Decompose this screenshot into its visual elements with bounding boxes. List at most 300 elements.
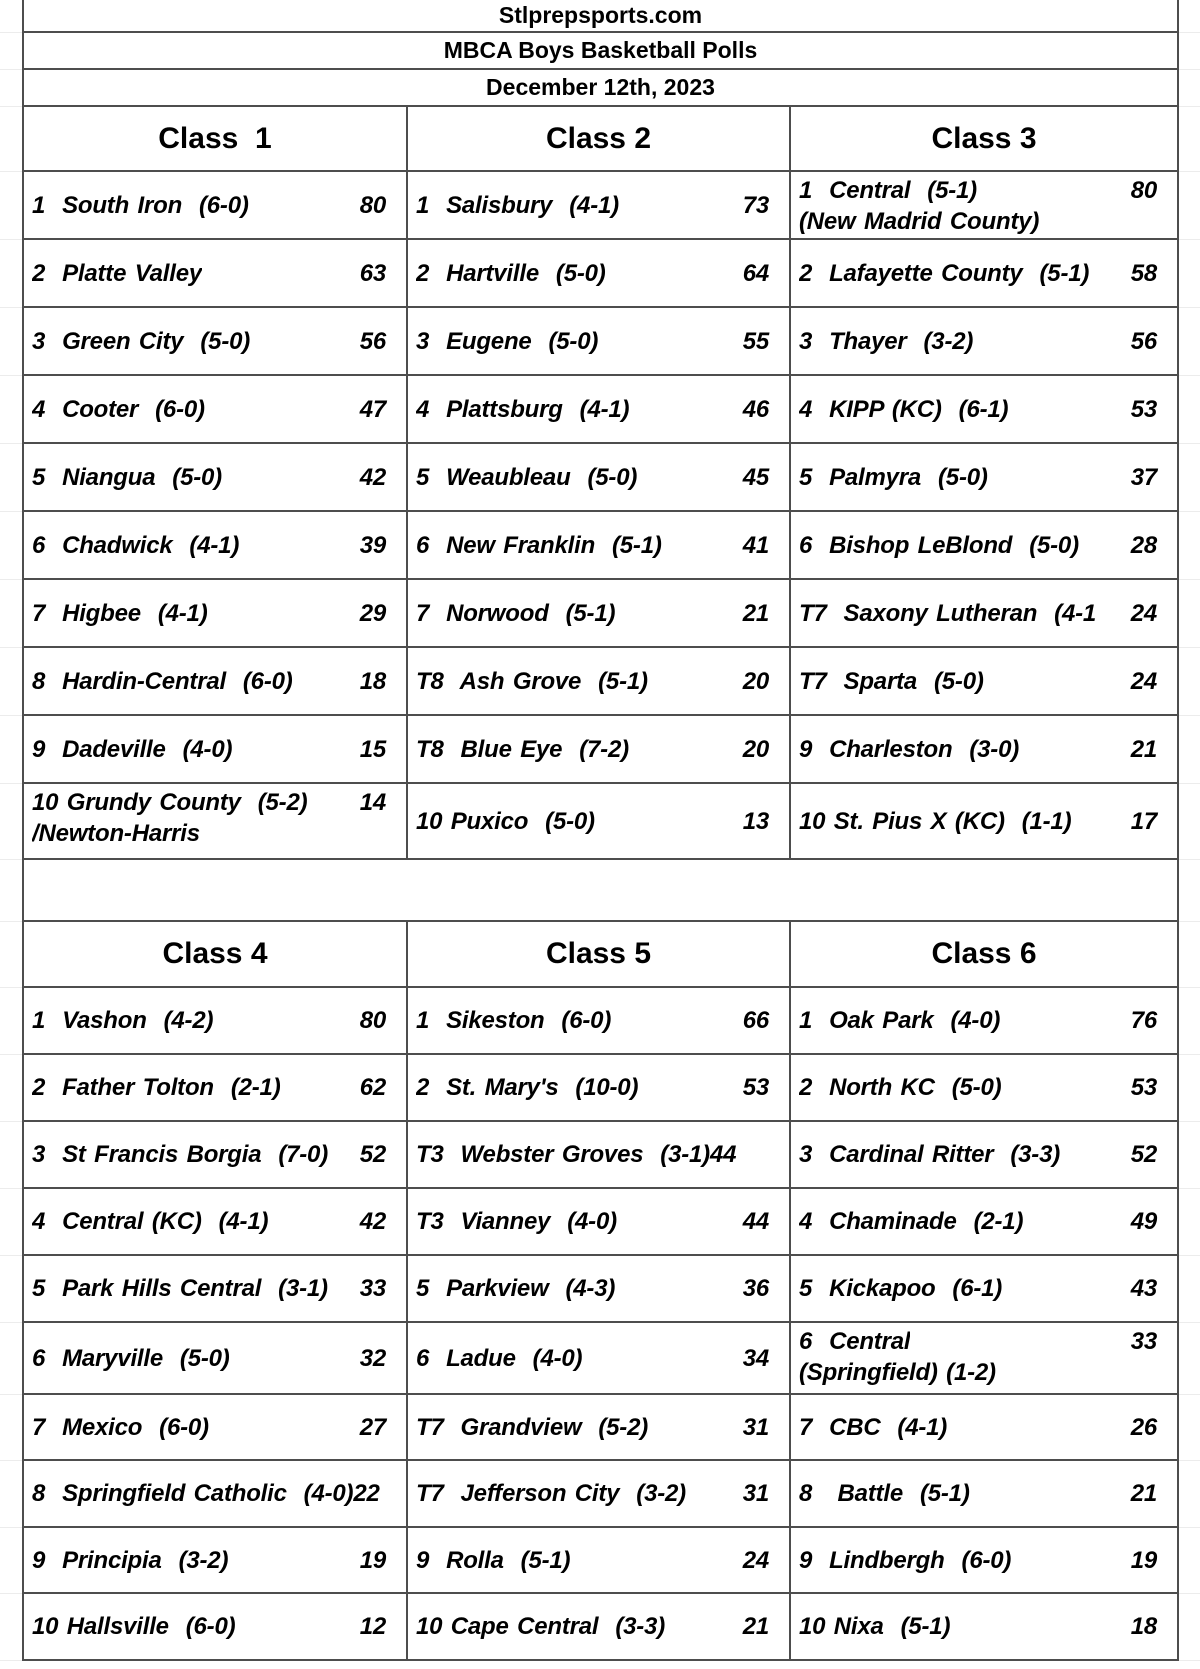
poll-row (24, 1055, 408, 1122)
team-label: 8 Battle (5-1) (798, 1480, 970, 1507)
poll-row (408, 716, 791, 784)
team-label: 2 Hartville (5-0) (415, 259, 606, 287)
gutter-cell (1179, 716, 1200, 784)
team-score: 36 (742, 1275, 769, 1302)
team-score: 56 (1130, 327, 1157, 355)
spacer-row (24, 860, 1179, 922)
poll-row-line1 (32, 598, 406, 629)
team-score: 80 (359, 191, 386, 219)
team-score: 24 (742, 1546, 769, 1574)
poll-row-line1 (32, 1005, 406, 1036)
team-label: 9 Principia (3-2) (31, 1546, 229, 1574)
team-score: 43 (1130, 1275, 1157, 1302)
team-score: 31 (742, 1480, 769, 1507)
poll-row-line1 (32, 326, 406, 357)
poll-row-line1 (416, 1206, 789, 1237)
team-label: 5 Palmyra (5-0) (798, 463, 988, 491)
gutter-cell (0, 70, 22, 107)
team-score: 21 (1130, 1480, 1157, 1507)
team-score: 18 (1130, 1613, 1157, 1640)
team-label: 3 Eugene (5-0) (415, 327, 599, 355)
poll-row-line1 (32, 1072, 406, 1103)
gutter-cell (1179, 648, 1200, 716)
gutter-cell (0, 376, 22, 444)
poll-row (791, 1122, 1179, 1189)
poll-row-line1 (799, 1072, 1177, 1103)
class-column-6 (791, 922, 1179, 1661)
team-score: 58 (1130, 259, 1157, 287)
gutter-cell (0, 784, 22, 860)
team-score: 56 (359, 327, 386, 355)
team-score: 29 (359, 599, 386, 627)
team-label: 6 Central (798, 1328, 911, 1355)
poll-row (408, 1395, 791, 1461)
gutter-cell (0, 922, 22, 988)
left-gutter (0, 0, 22, 1661)
poll-row (408, 580, 791, 648)
team-label: 2 North KC (5-0) (798, 1074, 1002, 1101)
team-label: 5 Parkview (4-3) (415, 1275, 616, 1302)
poll-row-line1 (416, 190, 789, 221)
team-label: 1 Oak Park (4-0) (798, 1007, 1001, 1034)
gutter-cell (0, 308, 22, 376)
poll-row-line1 (799, 1478, 1177, 1509)
team-score: 64 (742, 259, 769, 287)
poll-row (408, 172, 791, 240)
poll-row (408, 1189, 791, 1256)
team-label: 8 Springfield Catholic (4-0) (31, 1480, 354, 1507)
poll-row (408, 240, 791, 308)
gutter-cell (1179, 70, 1200, 107)
poll-row (24, 444, 408, 512)
gutter-cell (1179, 1055, 1200, 1122)
poll-row (408, 1594, 791, 1661)
team-label: 6 Maryville (5-0) (31, 1344, 230, 1372)
poll-row-line1 (799, 462, 1177, 493)
gutter-cell (0, 444, 22, 512)
poll-row (791, 648, 1179, 716)
poll-row-line1 (32, 1545, 406, 1576)
poll-row-line1 (32, 258, 406, 289)
team-score: 13 (742, 807, 769, 835)
team-label: 10 Grundy County (5-2) (31, 789, 308, 816)
team-label: 10 Puxico (5-0) (415, 807, 595, 835)
team-label: T7 Saxony Lutheran (4-1 (798, 599, 1097, 627)
team-score: 19 (1130, 1546, 1157, 1574)
gutter-cell (1179, 988, 1200, 1055)
poll-row-line1 (32, 462, 406, 493)
gutter-cell (1179, 1395, 1200, 1461)
team-score: 53 (742, 1074, 769, 1101)
team-score: 27 (359, 1413, 386, 1441)
team-label: 4 Chaminade (2-1) (798, 1208, 1024, 1235)
team-label: 4 KIPP (KC) (6-1) (798, 395, 1009, 423)
team-label: 2 Father Tolton (2-1) (31, 1074, 281, 1101)
poll-row (408, 308, 791, 376)
team-label: T7 Sparta (5-0) (798, 667, 984, 695)
team-score: 19 (359, 1546, 386, 1574)
poll-row (791, 784, 1179, 860)
team-score: 52 (359, 1141, 386, 1168)
gutter-cell (0, 1055, 22, 1122)
poll-row (408, 988, 791, 1055)
poll-row-line1 (799, 598, 1177, 629)
poll-table (22, 0, 1179, 1661)
poll-date-row (24, 70, 1179, 107)
poll-row-line1 (799, 326, 1177, 357)
class-column-3 (791, 107, 1179, 860)
poll-row (791, 1594, 1179, 1661)
team-label-line2: (New Madrid County) (798, 208, 1040, 235)
poll-row (24, 240, 408, 308)
poll-row-line1 (32, 190, 406, 221)
poll-row-line1 (32, 1478, 406, 1509)
class-header-4: Class 4 (24, 922, 408, 988)
class-header-5: Class 5 (408, 922, 791, 988)
team-score: 32 (359, 1344, 386, 1372)
poll-row (24, 988, 408, 1055)
team-label: 10 Nixa (5-1) (798, 1613, 951, 1640)
right-gutter (1179, 0, 1200, 1661)
poll-row (791, 1256, 1179, 1323)
team-label: T3 Vianney (4-0) (415, 1208, 617, 1235)
gutter-cell (1179, 1122, 1200, 1189)
poll-row-line1 (799, 1139, 1177, 1170)
team-score: 21 (742, 599, 769, 627)
team-score: 18 (359, 667, 386, 695)
team-score: 24 (1130, 599, 1157, 627)
gutter-cell (1179, 444, 1200, 512)
gutter-cell (1179, 1323, 1200, 1395)
team-score: 52 (1130, 1141, 1157, 1168)
poll-row (408, 1323, 791, 1395)
poll-row (791, 512, 1179, 580)
poll-row (791, 988, 1179, 1055)
poll-row (791, 1055, 1179, 1122)
poll-row (791, 1528, 1179, 1594)
team-label: 3 St Francis Borgia (7-0) (31, 1141, 328, 1168)
poll-row (791, 240, 1179, 308)
team-label: 7 Norwood (5-1) (415, 599, 616, 627)
team-label: 4 Central (KC) (4-1) (31, 1208, 269, 1235)
gutter-cell (0, 648, 22, 716)
team-score: 63 (359, 259, 386, 287)
poll-row-line1 (799, 1206, 1177, 1237)
team-label: 9 Charleston (3-0) (798, 735, 1020, 763)
gutter-cell (0, 33, 22, 70)
team-label: T7 Grandview (5-2) (415, 1413, 649, 1441)
team-score: 44 (742, 1208, 769, 1235)
team-label: 3 Thayer (3-2) (798, 327, 974, 355)
gutter-cell (1179, 1461, 1200, 1528)
team-score: 12 (359, 1613, 386, 1640)
team-score: 22 (353, 1480, 380, 1507)
poll-row-line1 (416, 666, 789, 697)
team-score: 24 (1130, 667, 1157, 695)
team-label: 7 Mexico (6-0) (31, 1413, 209, 1441)
class-column-2 (408, 107, 791, 860)
poll-row-line1 (416, 1273, 789, 1304)
gutter-cell (1179, 860, 1200, 922)
poll-row (791, 716, 1179, 784)
gutter-cell (1179, 107, 1200, 172)
gutter-cell (0, 860, 22, 922)
gutter-cell (0, 240, 22, 308)
team-label: 9 Dadeville (4-0) (31, 735, 233, 763)
gutter-cell (0, 1461, 22, 1528)
poll-row (24, 1461, 408, 1528)
team-label: 3 Green City (5-0) (31, 327, 251, 355)
team-score: 44 (709, 1141, 737, 1168)
poll-row (408, 444, 791, 512)
class-header-1: Class 1 (24, 107, 408, 172)
poll-row-line1 (416, 1139, 789, 1170)
gutter-cell (0, 1528, 22, 1594)
team-label: 1 Vashon (4-2) (31, 1007, 214, 1034)
poll-row-line1 (416, 1005, 789, 1036)
poll-row (24, 1122, 408, 1189)
team-score: 31 (742, 1413, 769, 1441)
poll-row-line1 (799, 806, 1177, 837)
poll-row (24, 580, 408, 648)
poll-row-line1 (416, 1545, 789, 1576)
poll-row-line1 (799, 1273, 1177, 1304)
poll-row-line1 (32, 666, 406, 697)
gutter-cell (1179, 172, 1200, 240)
gutter-cell (1179, 240, 1200, 308)
team-score: 42 (359, 463, 386, 491)
gutter-cell (1179, 512, 1200, 580)
gutter-cell (0, 172, 22, 240)
site-title: Stlprepsports.com (498, 2, 703, 28)
poll-row (24, 172, 408, 240)
poll-row (24, 1528, 408, 1594)
team-score: 53 (1130, 1074, 1157, 1101)
poll-row-line1 (799, 734, 1177, 765)
poll-row-line1 (799, 666, 1177, 697)
team-label: 4 Plattsburg (4-1) (415, 395, 630, 423)
poll-row-line1 (416, 1478, 789, 1509)
poll-row-line1 (416, 1072, 789, 1103)
poll-row (24, 376, 408, 444)
team-score: 33 (1130, 1328, 1157, 1355)
poll-row (24, 308, 408, 376)
team-score: 73 (742, 191, 769, 219)
gutter-cell (1179, 1528, 1200, 1594)
poll-row (24, 1395, 408, 1461)
team-label: 9 Rolla (5-1) (415, 1546, 571, 1574)
team-score: 39 (359, 531, 386, 559)
team-label: T7 Jefferson City (3-2) (415, 1480, 686, 1507)
gutter-cell (0, 1395, 22, 1461)
gutter-cell (0, 580, 22, 648)
poll-row-line1 (416, 394, 789, 425)
team-label: 1 Salisbury (4-1) (415, 191, 619, 219)
poll-row-line1 (32, 1611, 406, 1642)
poll-row-line1 (32, 787, 406, 818)
poll-row-line1 (416, 1412, 789, 1443)
poll-row-line1 (32, 530, 406, 561)
poll-row (408, 1256, 791, 1323)
team-label: T3 Webster Groves (3-1) (415, 1141, 710, 1168)
team-score: 17 (1130, 807, 1157, 835)
gutter-cell (0, 512, 22, 580)
poll-row (791, 1189, 1179, 1256)
class-column-4 (24, 922, 408, 1661)
gutter-cell (0, 107, 22, 172)
team-score: 28 (1130, 531, 1157, 559)
class-header-6: Class 6 (791, 922, 1179, 988)
team-score: 62 (359, 1074, 386, 1101)
gutter-cell (1179, 1256, 1200, 1323)
team-label: 9 Lindbergh (6-0) (798, 1546, 1012, 1574)
gutter-cell (0, 0, 22, 33)
poll-row-line1 (416, 806, 789, 837)
team-label: 10 Cape Central (3-3) (415, 1613, 665, 1640)
poll-row-line1 (32, 1139, 406, 1170)
class-column-5 (408, 922, 791, 1661)
team-score: 80 (1130, 177, 1157, 204)
team-score: 41 (742, 531, 769, 559)
team-score: 14 (359, 789, 386, 816)
site-title-row (24, 0, 1179, 33)
team-label-line2: (Springfield) (1-2) (798, 1359, 996, 1386)
poll-row-line1 (32, 734, 406, 765)
poll-row-line2 (799, 206, 1177, 237)
gutter-cell (1179, 376, 1200, 444)
poll-row-line1 (416, 1611, 789, 1642)
poll-row-line1 (416, 462, 789, 493)
team-label: 6 Chadwick (4-1) (31, 531, 240, 559)
team-score: 21 (742, 1613, 769, 1640)
poll-row-line1 (416, 258, 789, 289)
gutter-cell (1179, 580, 1200, 648)
team-score: 76 (1130, 1007, 1157, 1034)
poll-date: December 12th, 2023 (486, 74, 715, 100)
team-label: 5 Niangua (5-0) (31, 463, 222, 491)
poll-row (791, 580, 1179, 648)
team-score: 80 (359, 1007, 386, 1034)
poll-title: MBCA Boys Basketball Polls (443, 37, 758, 63)
class-header-2: Class 2 (408, 107, 791, 172)
gutter-cell (0, 1122, 22, 1189)
team-score: 49 (1130, 1208, 1157, 1235)
poll-row-line1 (32, 394, 406, 425)
poll-row (791, 376, 1179, 444)
team-score: 53 (1130, 395, 1157, 423)
team-label: 3 Cardinal Ritter (3-3) (798, 1141, 1061, 1168)
team-label: 1 South Iron (6-0) (31, 191, 249, 219)
poll-row (24, 648, 408, 716)
poll-row-line1 (416, 598, 789, 629)
poll-row-line1 (416, 326, 789, 357)
gutter-cell (0, 1189, 22, 1256)
team-label: 1 Central (5-1) (798, 177, 977, 204)
gutter-cell (1179, 784, 1200, 860)
team-score: 45 (742, 463, 769, 491)
team-label-line2: /Newton-Harris (31, 820, 200, 847)
team-label: 10 Hallsville (6-0) (31, 1613, 236, 1640)
poll-row (791, 444, 1179, 512)
team-label: 1 Sikeston (6-0) (415, 1007, 612, 1034)
team-label: 7 CBC (4-1) (798, 1413, 948, 1441)
poll-row (24, 1323, 408, 1395)
classes-1-3-bank (24, 107, 1179, 860)
poll-row (24, 512, 408, 580)
gutter-cell (0, 1256, 22, 1323)
team-score: 55 (742, 327, 769, 355)
team-label: 6 Bishop LeBlond (5-0) (798, 531, 1079, 559)
poll-row-line1 (799, 1545, 1177, 1576)
team-score: 15 (359, 735, 386, 763)
poll-title-row (24, 33, 1179, 70)
poll-row (408, 648, 791, 716)
team-label: 5 Weaubleau (5-0) (415, 463, 638, 491)
team-score: 42 (359, 1208, 386, 1235)
poll-row-line1 (416, 1343, 789, 1374)
team-label: 6 Ladue (4-0) (415, 1344, 583, 1372)
poll-row-line1 (416, 530, 789, 561)
poll-row (408, 376, 791, 444)
poll-row-line1 (799, 1005, 1177, 1036)
gutter-cell (1179, 922, 1200, 988)
team-label: 10 St. Pius X (KC) (1-1) (798, 807, 1072, 835)
poll-row-line1 (799, 1412, 1177, 1443)
class-header-3: Class 3 (791, 107, 1179, 172)
team-score: 20 (742, 735, 769, 763)
poll-row (791, 308, 1179, 376)
team-score: 47 (359, 395, 386, 423)
team-label: 8 Hardin-Central (6-0) (31, 667, 293, 695)
poll-row (408, 1055, 791, 1122)
team-label: 2 St. Mary's (10-0) (415, 1074, 639, 1101)
poll-row-line1 (32, 1343, 406, 1374)
poll-row-line2 (799, 1357, 1177, 1388)
poll-row (408, 1461, 791, 1528)
poll-row (24, 1189, 408, 1256)
team-label: 7 Higbee (4-1) (31, 599, 208, 627)
gutter-cell (1179, 1594, 1200, 1661)
poll-row (24, 1594, 408, 1661)
gutter-cell (0, 988, 22, 1055)
classes-4-6-bank (24, 922, 1179, 1661)
poll-row (24, 716, 408, 784)
team-label: 4 Cooter (6-0) (31, 395, 205, 423)
team-label: T8 Ash Grove (5-1) (415, 667, 648, 695)
poll-row-line1 (799, 394, 1177, 425)
team-label: 6 New Franklin (5-1) (415, 531, 662, 559)
team-label: 2 Platte Valley (31, 259, 202, 287)
team-score: 66 (742, 1007, 769, 1034)
team-score: 37 (1130, 463, 1157, 491)
poll-row (408, 1122, 791, 1189)
team-label: 5 Park Hills Central (3-1) (31, 1275, 328, 1302)
team-label: T8 Blue Eye (7-2) (415, 735, 629, 763)
team-score: 46 (742, 395, 769, 423)
gutter-cell (1179, 33, 1200, 70)
poll-row-line2 (32, 818, 406, 849)
poll-row-line1 (799, 1611, 1177, 1642)
poll-row (408, 784, 791, 860)
gutter-cell (1179, 1189, 1200, 1256)
poll-row (791, 1395, 1179, 1461)
poll-row (408, 1528, 791, 1594)
team-score: 26 (1130, 1413, 1157, 1441)
poll-row-line1 (416, 734, 789, 765)
class-column-1 (24, 107, 408, 860)
poll-row (24, 784, 408, 860)
poll-row-line1 (799, 258, 1177, 289)
